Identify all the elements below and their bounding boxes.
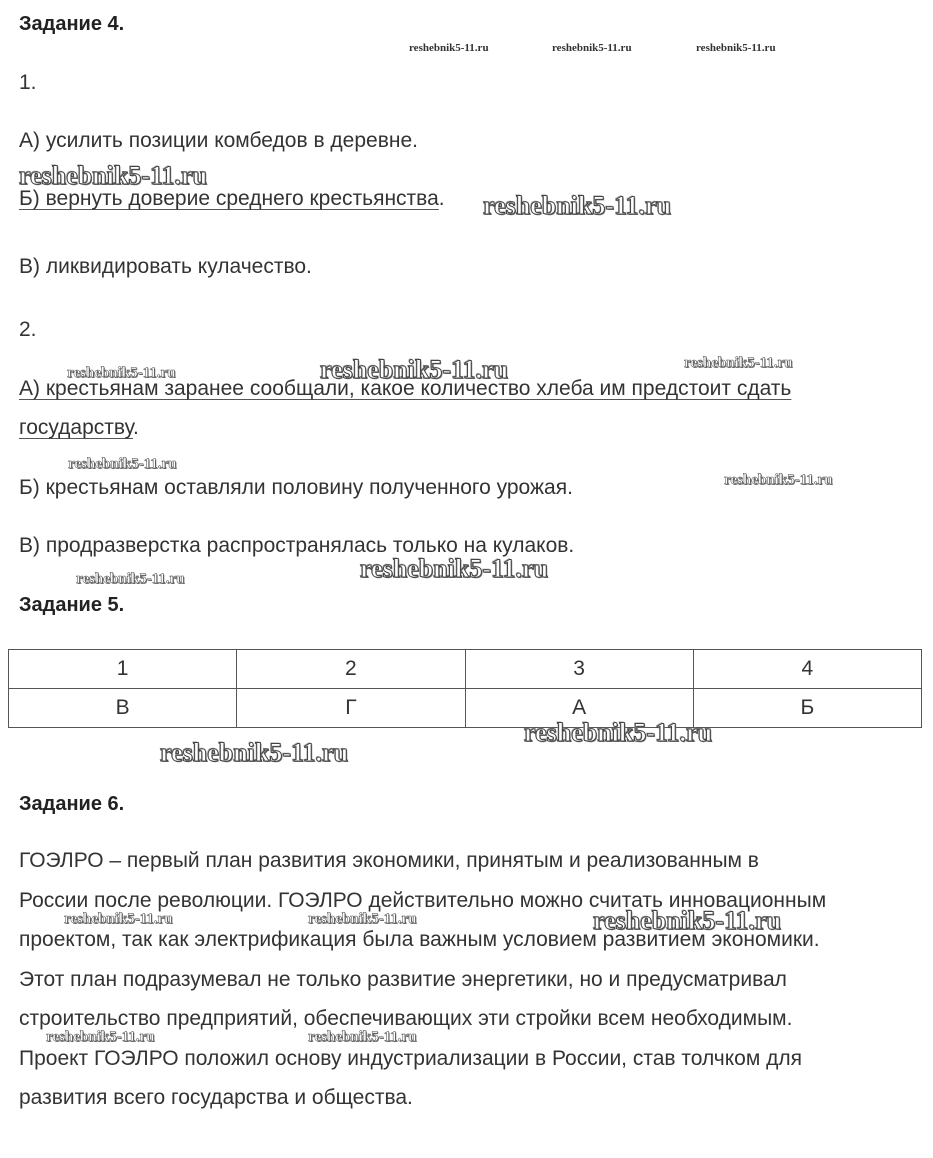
task5-header-row: [9, 650, 922, 689]
task5-header-cell: 3: [465, 650, 693, 689]
watermark: reshebnik5-11.ru: [64, 911, 173, 927]
task6-line: развития всего государства и общества.: [19, 1086, 413, 1109]
task6-paragraph: [19, 841, 919, 1118]
task5-answer-cell: А: [465, 689, 693, 728]
watermark: reshebnik5-11.ru: [76, 571, 185, 587]
watermark: reshebnik5-11.ru: [593, 906, 782, 935]
task4-q1-number: 1.: [19, 71, 37, 94]
task4-q2-number: 2.: [19, 318, 37, 341]
watermark: reshebnik5-11.ru: [360, 554, 549, 583]
task5-answer-table: [8, 649, 922, 728]
task5-answer-cell: Г: [237, 689, 465, 728]
watermark: reshebnik5-11.ru: [308, 1029, 417, 1045]
task5-header-cell: 1: [9, 650, 237, 689]
task4-q1-option-b-tail: .: [438, 187, 445, 210]
watermark: reshebnik5-11.ru: [320, 355, 509, 384]
watermark: reshebnik5-11.ru: [160, 738, 349, 767]
task4-q1-option-b-text: Б) вернуть доверие среднего крестьянства: [19, 187, 439, 210]
task4-q1-option-a: А) усилить позиции комбедов в деревне.: [19, 129, 418, 152]
task6-line: ГОЭЛРО – первый план развития экономики, принятым и реализованным в: [19, 849, 759, 872]
watermark: reshebnik5-11.ru: [409, 42, 489, 54]
task6-line: строительство предприятий, обеспечивающих эти стройки всем необходимым.: [19, 1007, 793, 1030]
watermark: reshebnik5-11.ru: [724, 472, 833, 488]
watermark: reshebnik5-11.ru: [67, 365, 176, 381]
watermark: reshebnik5-11.ru: [483, 191, 672, 220]
watermark: reshebnik5-11.ru: [19, 161, 208, 190]
watermark: reshebnik5-11.ru: [552, 42, 632, 54]
task5-answer-row: [9, 689, 922, 728]
task4-q2-option-a-tail: .: [133, 416, 139, 439]
watermark: reshebnik5-11.ru: [684, 355, 793, 371]
task6-heading: Задание 6.: [19, 793, 125, 815]
task6-line: Проект ГОЭЛРО положил основу индустриализации в России, став толчком для: [19, 1046, 802, 1070]
task4-q2-option-b: Б) крестьянам оставляли половину полученного урожая.: [19, 476, 573, 499]
task6-line: Этот план подразумевал не только развитие энергетики, но и предусматривал: [19, 967, 787, 991]
task5-answer-cell: Б: [693, 689, 921, 728]
task5-heading: Задание 5.: [19, 594, 125, 616]
task4-q2-option-a-line2-text: государству: [19, 416, 134, 439]
watermark: reshebnik5-11.ru: [68, 456, 177, 472]
watermark: reshebnik5-11.ru: [524, 718, 713, 747]
task5-answer-cell: В: [9, 689, 237, 728]
task5-header-cell: 4: [693, 650, 921, 689]
task6-line: проектом, так как электрификация была важным условием развитием экономики.: [19, 928, 820, 951]
watermark: reshebnik5-11.ru: [308, 911, 417, 927]
watermark: reshebnik5-11.ru: [696, 42, 776, 54]
task4-q1-option-c: В) ликвидировать кулачество.: [19, 255, 312, 278]
task6-line: России после революции. ГОЭЛРО действительно можно считать инновационным: [19, 888, 827, 912]
task4-q2-option-a-line1: А) крестьянам заранее сообщали, какое количество хлеба им предстоит сдать: [19, 377, 792, 400]
task5-header-cell: 2: [237, 650, 465, 689]
task4-heading: Задание 4.: [19, 13, 125, 35]
watermark: reshebnik5-11.ru: [46, 1029, 155, 1045]
task4-q2-option-c: В) продразверстка распространялась только на кулаков.: [19, 534, 575, 557]
task4-q2-option-a-line2: [19, 415, 139, 441]
